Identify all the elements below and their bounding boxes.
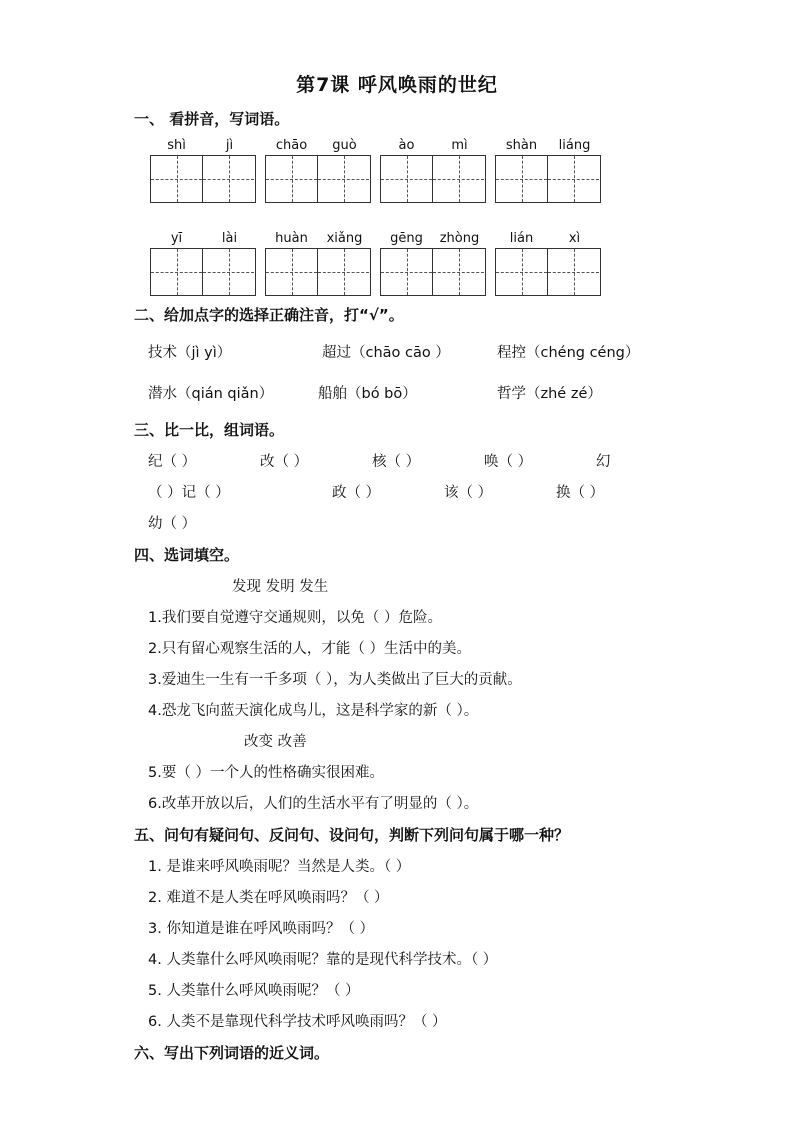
fill-question[interactable]: 4.恐龙飞向蓝天演化成鸟儿，这是科学家的新（ ）。 <box>148 703 479 719</box>
pinyin-syllable: xiǎng <box>326 231 363 246</box>
pinyin-grid-row-2 <box>150 230 610 296</box>
writing-box[interactable] <box>496 249 547 295</box>
choice-item[interactable]: 潜水（qián qiǎn） <box>148 386 274 402</box>
pinyin-syllable: jì <box>225 138 234 153</box>
writing-box[interactable] <box>432 249 484 295</box>
compare-item[interactable]: 幼（ ） <box>148 516 197 532</box>
pinyin-word <box>265 137 371 203</box>
pinyin-word <box>150 137 256 203</box>
page-title: 第7课 呼风唤雨的世纪 <box>296 74 498 96</box>
writing-box[interactable] <box>317 156 369 202</box>
word-bank: 改变 改善 <box>244 734 307 750</box>
fill-question[interactable]: 2.只有留心观察生活的人，才能（ ）生活中的美。 <box>148 641 471 657</box>
pinyin-syllable: guò <box>332 138 357 153</box>
writing-box[interactable] <box>381 156 432 202</box>
writing-box[interactable] <box>432 156 484 202</box>
writing-box[interactable] <box>317 249 369 295</box>
pinyin-syllable: liáng <box>558 138 591 153</box>
fill-question[interactable]: 1.我们要自觉遵守交通规则，以免（ ）危险。 <box>148 610 442 626</box>
compare-item[interactable]: （ ）记（ ） <box>148 485 230 501</box>
writing-box[interactable] <box>202 156 254 202</box>
section-1-heading: 一、 看拼音，写词语。 <box>134 110 290 128</box>
pinyin-syllable: shì <box>167 138 186 153</box>
pinyin-syllable: lián <box>509 231 534 246</box>
compare-item[interactable]: 该（ ） <box>444 485 493 501</box>
compare-item[interactable]: 幻 <box>596 454 611 470</box>
section-6-heading: 六、写出下列词语的近义词。 <box>134 1044 330 1062</box>
writing-box[interactable] <box>266 156 317 202</box>
fill-question[interactable]: 6.改革开放以后，人们的生活水平有了明显的（ ）。 <box>148 796 479 812</box>
choice-item[interactable]: 哲学（zhé zé） <box>497 386 602 402</box>
pinyin-syllable: ào <box>398 138 415 153</box>
pinyin-word <box>495 230 601 296</box>
pinyin-word <box>380 137 486 203</box>
choice-item[interactable]: 超过（chāo cāo ） <box>322 345 450 361</box>
judge-question[interactable]: 1. 是谁来呼风唤雨呢？当然是人类。（ ） <box>148 859 411 875</box>
judge-question[interactable]: 5. 人类靠什么呼风唤雨呢？（ ） <box>148 983 360 999</box>
judge-question[interactable]: 2. 难道不是人类在呼风唤雨吗？（ ） <box>148 890 389 906</box>
word-bank: 发现 发明 发生 <box>232 579 329 595</box>
compare-item[interactable]: 纪（ ） <box>148 454 197 470</box>
pinyin-word <box>495 137 601 203</box>
pinyin-syllable: lài <box>221 231 238 246</box>
section-2-heading: 二、给加点字的选择正确注音，打“√”。 <box>134 306 404 324</box>
compare-item[interactable]: 换（ ） <box>556 485 605 501</box>
pinyin-syllable: huàn <box>275 231 308 246</box>
pinyin-syllable: gēng <box>390 231 423 246</box>
compare-item[interactable]: 核（ ） <box>372 454 421 470</box>
pinyin-word <box>150 230 256 296</box>
choice-item[interactable]: 船舶（bó bō） <box>318 386 417 402</box>
writing-box[interactable] <box>496 156 547 202</box>
pinyin-grid-row-1 <box>150 137 610 203</box>
choice-item[interactable]: 技术（jì yì） <box>148 345 232 361</box>
pinyin-syllable: xì <box>568 231 581 246</box>
judge-question[interactable]: 3. 你知道是谁在呼风唤雨吗？（ ） <box>148 921 375 937</box>
compare-item[interactable]: 唤（ ） <box>484 454 533 470</box>
pinyin-syllable: shàn <box>505 138 538 153</box>
writing-box[interactable] <box>202 249 254 295</box>
judge-question[interactable]: 6. 人类不是靠现代科学技术呼风唤雨吗？（ ） <box>148 1014 447 1030</box>
pinyin-word <box>265 230 371 296</box>
pinyin-syllable: yī <box>170 231 183 246</box>
judge-question[interactable]: 4. 人类靠什么呼风唤雨呢？靠的是现代科学技术。（ ） <box>148 952 498 968</box>
pinyin-syllable: zhòng <box>439 231 480 246</box>
choice-item[interactable]: 程控（chéng céng） <box>497 345 640 361</box>
fill-question[interactable]: 3.爱迪生一生有一千多项（ ），为人类做出了巨大的贡献。 <box>148 672 522 688</box>
compare-item[interactable]: 政（ ） <box>332 485 381 501</box>
fill-question[interactable]: 5.要（ ）一个人的性格确实很困难。 <box>148 765 384 781</box>
writing-box[interactable] <box>151 156 202 202</box>
section-3-heading: 三、比一比，组词语。 <box>134 421 285 439</box>
section-5-heading: 五、问句有疑问句、反问句、设问句，判断下列问句属于哪一种？ <box>134 826 570 844</box>
section-4-heading: 四、选词填空。 <box>134 546 240 564</box>
compare-item[interactable]: 改（ ） <box>260 454 309 470</box>
pinyin-syllable: mì <box>451 138 468 153</box>
writing-box[interactable] <box>381 249 432 295</box>
writing-box[interactable] <box>547 249 599 295</box>
pinyin-word <box>380 230 486 296</box>
writing-box[interactable] <box>547 156 599 202</box>
writing-box[interactable] <box>266 249 317 295</box>
writing-box[interactable] <box>151 249 202 295</box>
pinyin-syllable: chāo <box>275 138 308 153</box>
